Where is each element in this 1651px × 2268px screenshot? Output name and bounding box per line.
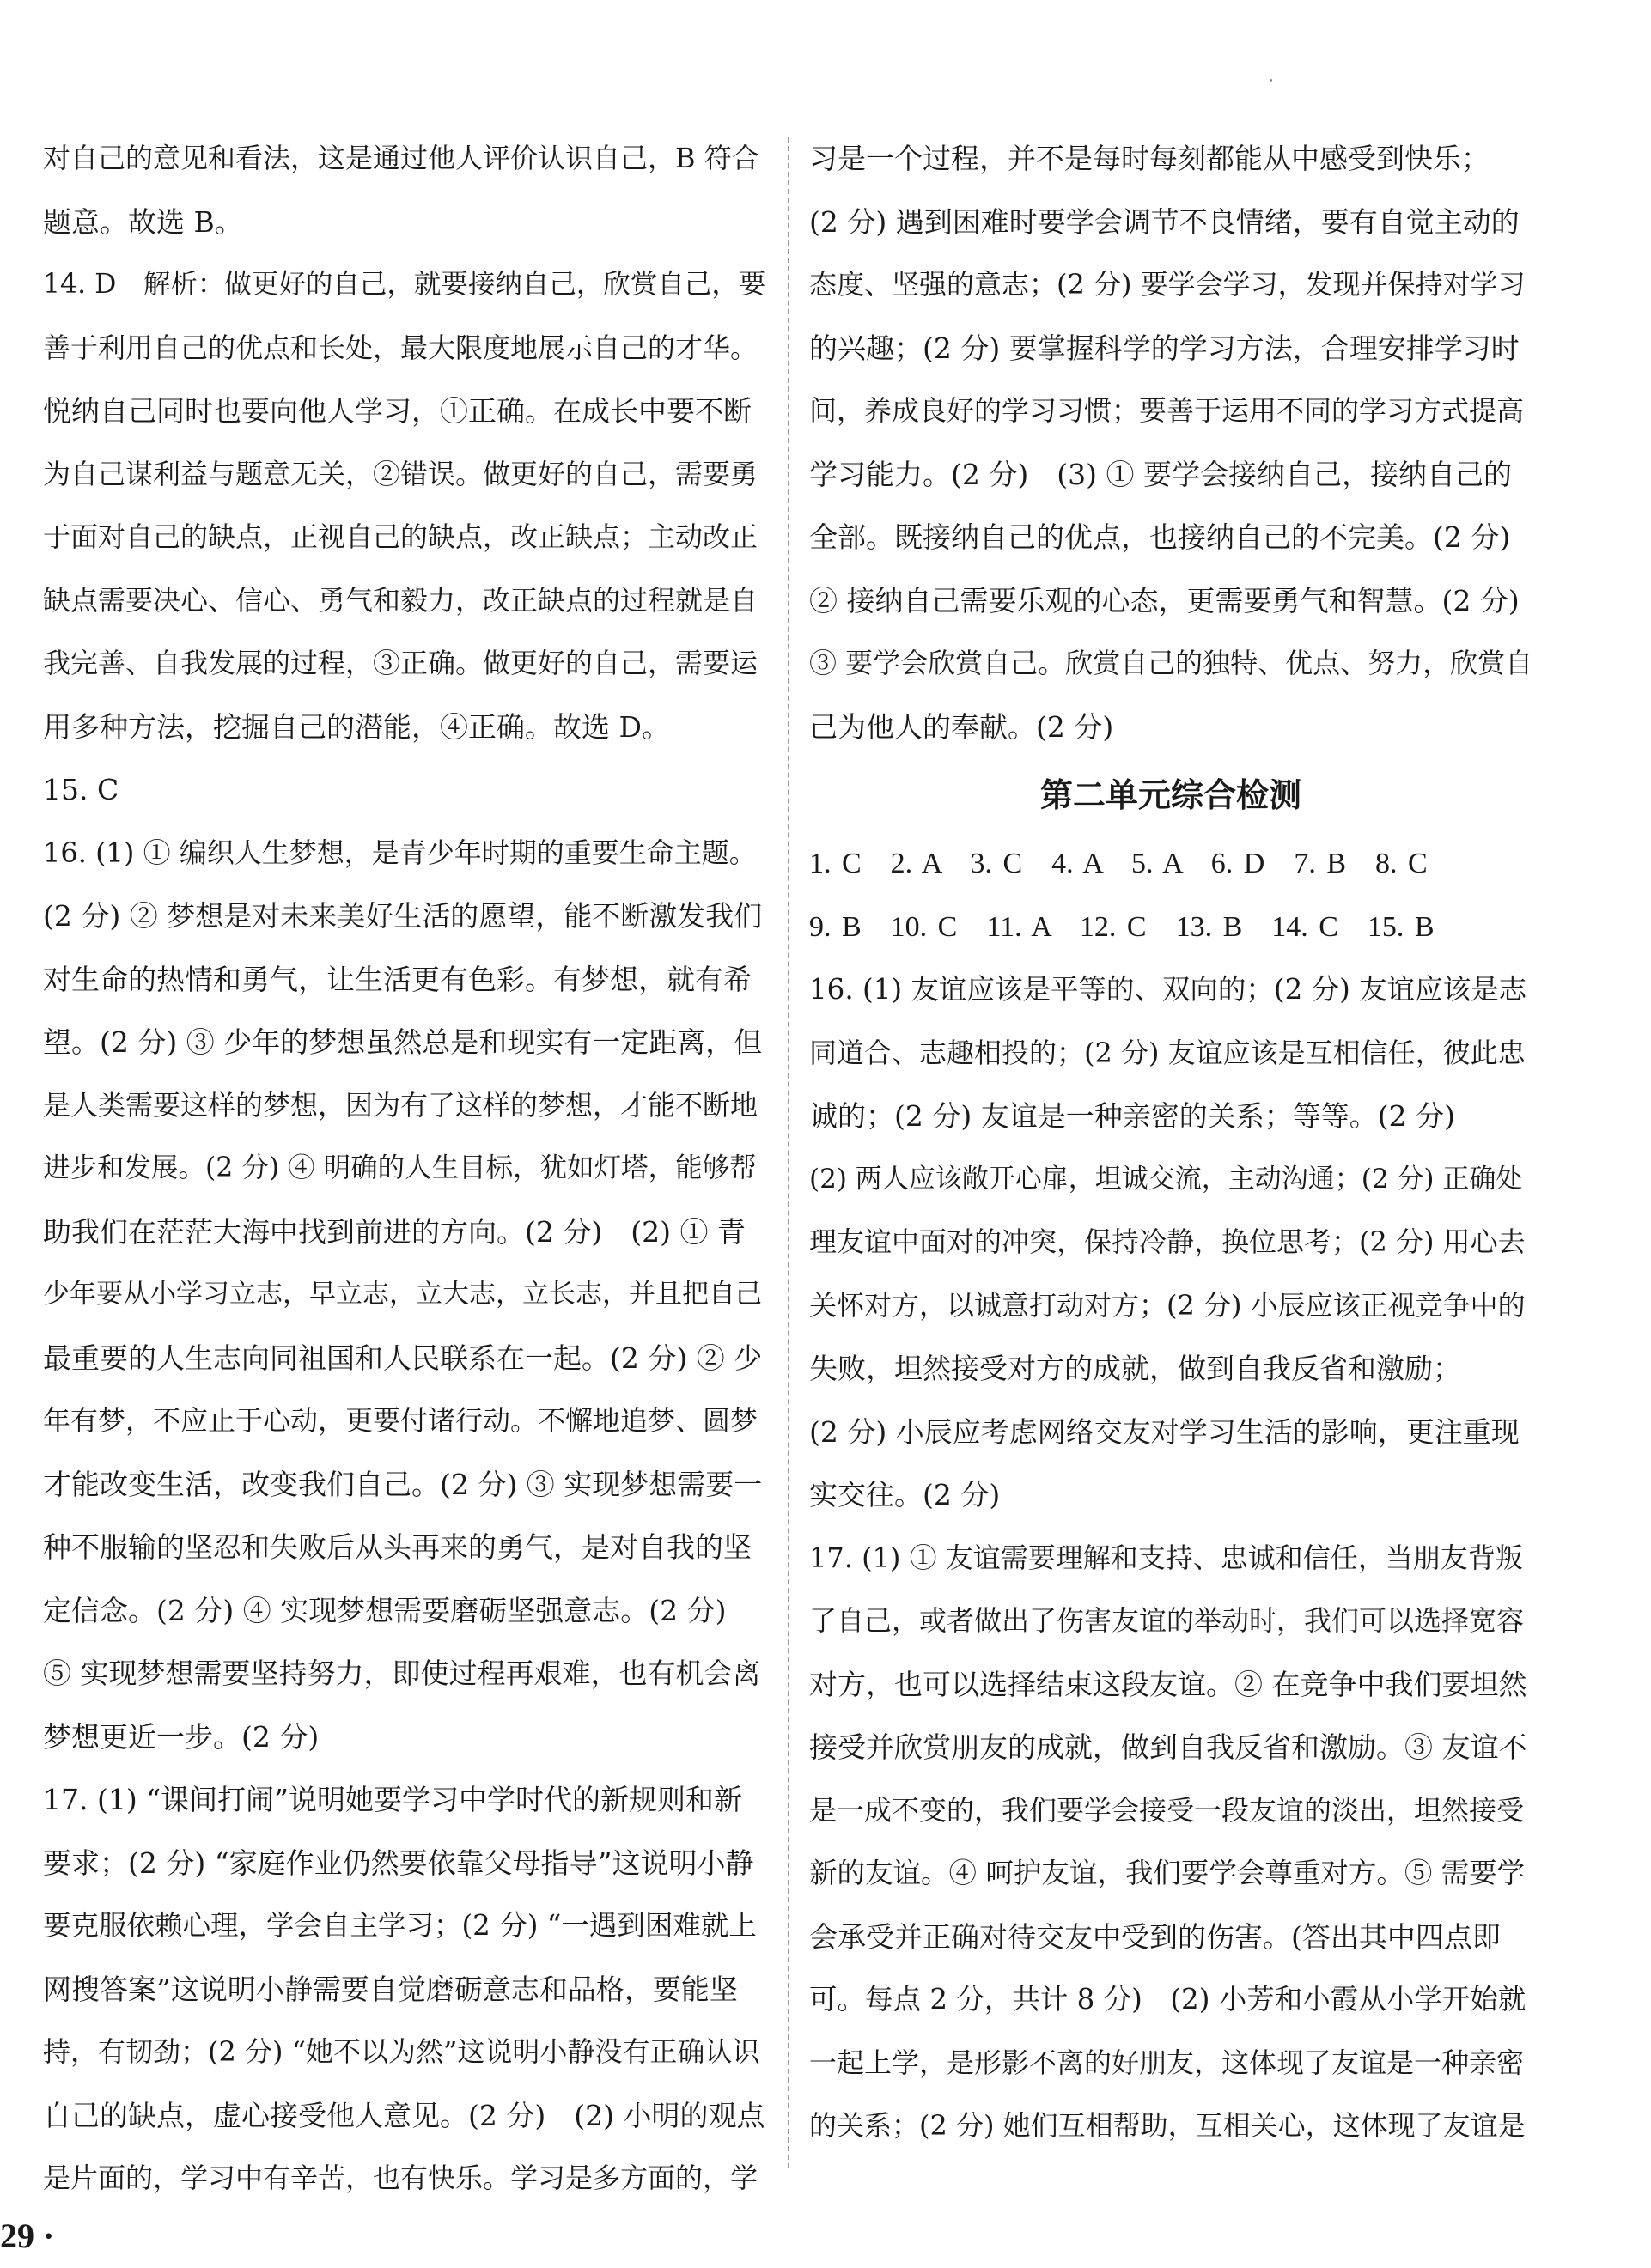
text-line: 是人类需要这样的梦想，因为有了这样的梦想，才能不断地 bbox=[43, 1088, 758, 1122]
text-line: (2) 两人应该敞开心扉，坦诚交流，主动沟通；(2 分) 正确处 bbox=[809, 1163, 1523, 1195]
text-line: 诚的；(2 分) 友谊是一种亲密的关系；等等。(2 分) bbox=[809, 1099, 1455, 1133]
left-column bbox=[43, 127, 766, 2210]
text-line: 进步和发展。(2 分) ④ 明确的人生目标，犹如灯塔，能够帮 bbox=[43, 1152, 757, 1183]
text-line: 为自己谋利益与题意无关，②错误。做更好的自己，需要勇 bbox=[43, 457, 758, 490]
text-line: 善于利用自己的优点和长处，最大限度地展示自己的才华。 bbox=[43, 331, 758, 364]
text-line: 年有梦，不应止于心动，更要付诸行动。不懈地追梦、圆梦 bbox=[43, 1404, 758, 1437]
answer-key bbox=[809, 832, 1532, 958]
text-line: 16. (1) 友谊应该是平等的、双向的；(2 分) 友谊应该是志 bbox=[809, 973, 1527, 1006]
text-line: 对自己的意见和看法，这是通过他人评价认识自己，B 符合 bbox=[43, 142, 759, 174]
text-line: 定信念。(2 分) ④ 实现梦想需要磨砺坚强意志。(2 分) bbox=[43, 1593, 727, 1627]
text-line: ⑤ 实现梦想需要坚持努力，即使过程再艰难，也有机会离 bbox=[43, 1657, 761, 1690]
text-line: 接受并欣赏朋友的成就，做到自我反省和激励。③ 友谊不 bbox=[809, 1730, 1527, 1764]
column-divider bbox=[788, 137, 790, 2168]
text-line: 实交往。(2 分) bbox=[809, 1478, 1001, 1511]
page-number: 29 · bbox=[0, 2216, 55, 2255]
text-line: 种不服输的坚忍和失败后从头再来的勇气，是对自我的坚 bbox=[43, 1530, 752, 1564]
text-line: 用多种方法，挖掘自己的潜能，④正确。故选 D。 bbox=[43, 709, 670, 744]
text-line: 会承受并正确对待交友中受到的伤害。(答出其中四点即 bbox=[809, 1919, 1501, 1954]
text-line: 了自己，或者做出了伤害友谊的举动时，我们可以选择宽容 bbox=[809, 1604, 1525, 1637]
text-line: (2 分) 遇到困难时要学会调节不良情绪，要有自觉主动的 bbox=[809, 204, 1520, 239]
right-column bbox=[809, 127, 1532, 2158]
text-line: 题意。故选 B。 bbox=[43, 204, 243, 239]
text-line: ② 接纳自己需要乐观的心态，更需要勇气和智慧。(2 分) bbox=[809, 583, 1520, 617]
text-line: 一起上学，是形影不离的好朋友，这体现了友谊是一种亲密 bbox=[809, 2046, 1525, 2079]
text-line: 失败，坦然接受对方的成就，做到自我反省和激励； bbox=[809, 1352, 1461, 1385]
text-line: 14. D 解析：做更好的自己，就要接纳自己，欣赏自己，要 bbox=[43, 269, 766, 300]
section-title: 第二单元综合检测 bbox=[1039, 776, 1301, 814]
right-column-top bbox=[809, 127, 1532, 758]
text-line: 才能改变生活，改变我们自己。(2 分) ③ 实现梦想需要一 bbox=[43, 1467, 763, 1501]
text-line: 要求；(2 分) “家庭作业仍然要依靠父母指导”这说明小静 bbox=[43, 1845, 754, 1880]
text-line: 的兴趣；(2 分) 要掌握科学的学习方法，合理安排学习时 bbox=[809, 331, 1520, 365]
text-line: 15. C bbox=[43, 773, 119, 806]
right-column-bottom bbox=[809, 958, 1532, 2158]
text-line: 望。(2 分) ③ 少年的梦想虽然总是和现实有一定距离，但 bbox=[43, 1025, 763, 1059]
scan-mark bbox=[1270, 79, 1272, 82]
text-line: ③ 要学会欣赏自己。欣赏自己的独特、优点、努力，欣赏自 bbox=[809, 647, 1533, 679]
text-line: 要克服依赖心理，学会自主学习；(2 分) “一遇到困难就上 bbox=[43, 1909, 757, 1942]
text-line: 可。每点 2 分，共计 8 分) (2) 小芳和小霞从小学开始就 bbox=[809, 1983, 1526, 2016]
text-line: 的关系；(2 分) 她们互相帮助，互相关心，这体现了友谊是 bbox=[809, 2109, 1526, 2142]
text-line: 新的友谊。④ 呵护友谊，我们要学会尊重对方。⑤ 需要学 bbox=[809, 1857, 1526, 1889]
text-line: 1. C 2. A 3. C 4. A 5. A 6. D 7. B 8. C bbox=[809, 848, 1428, 879]
text-line: 全部。既接纳自己的优点，也接纳自己的不完美。(2 分) bbox=[809, 520, 1511, 554]
text-line: 最重要的人生志向同祖国和人民联系在一起。(2 分) ② 少 bbox=[43, 1341, 763, 1375]
text-line: 助我们在茫茫大海中找到前进的方向。(2 分) (2) ① 青 bbox=[43, 1214, 746, 1249]
text-line: 间，养成良好的学习习惯；要善于运用不同的学习方式提高 bbox=[809, 394, 1525, 427]
text-line: 是一成不变的，我们要学会接受一段友谊的淡出，坦然接受 bbox=[809, 1793, 1525, 1827]
text-line: 学习能力。(2 分) (3) ① 要学会接纳自己，接纳自己的 bbox=[809, 457, 1512, 491]
text-line: 对生命的热情和勇气，让生活更有色彩。有梦想，就有希 bbox=[43, 962, 752, 996]
text-line: 梦想更近一步。(2 分) bbox=[43, 1719, 320, 1754]
text-line: 态度、坚强的意志；(2 分) 要学会学习，发现并保持对学习 bbox=[809, 268, 1526, 301]
text-line: 关怀对方，以诚意打动对方；(2 分) 小辰应该正视竞争中的 bbox=[809, 1288, 1526, 1322]
text-line: 对方，也可以选择结束这段友谊。② 在竞争中我们要坦然 bbox=[809, 1667, 1527, 1701]
text-line: 习是一个过程，并不是每时每刻都能从中感受到快乐； bbox=[809, 142, 1490, 175]
text-line: 少年要从小学习立志，早立志，立大志，立长志，并且把自己 bbox=[43, 1279, 762, 1310]
text-line: 9. B 10. C 11. A 12. C 13. B 14. C 15. B bbox=[809, 910, 1435, 943]
text-line: 己为他人的奉献。(2 分) bbox=[809, 709, 1114, 744]
text-line: 17. (1) ① 友谊需要理解和支持、忠诚和信任，当朋友背叛 bbox=[809, 1541, 1523, 1574]
text-line: 缺点需要决心、信心、勇气和毅力，改正缺点的过程就是自 bbox=[43, 583, 758, 617]
text-line: 同道合、志趣相投的；(2 分) 友谊应该是互相信任，彼此忠 bbox=[809, 1036, 1526, 1069]
text-line: 是片面的，学习中有辛苦，也有快乐。学习是多方面的，学 bbox=[43, 2162, 758, 2194]
text-line: 持，有韧劲；(2 分) “她不以为然”这说明小静没有正确认识 bbox=[43, 2035, 760, 2068]
text-line: 16. (1) ① 编织人生梦想，是青少年时期的重要生命主题。 bbox=[43, 836, 757, 869]
text-line: 理友谊中面对的冲突，保持冷静，换位思考；(2 分) 用心去 bbox=[809, 1225, 1526, 1258]
text-line: 我完善、自我发展的过程，③正确。做更好的自己，需要运 bbox=[43, 647, 758, 679]
text-line: 于面对自己的缺点，正视自己的缺点，改正缺点；主动改正 bbox=[43, 520, 758, 553]
text-line: 悦纳自己同时也要向他人学习，①正确。在成长中要不断 bbox=[43, 394, 752, 428]
text-line: 17. (1) “课间打闹”说明她要学习中学时代的新规则和新 bbox=[43, 1783, 742, 1816]
text-line: (2 分) ② 梦想是对未来美好生活的愿望，能不断激发我们 bbox=[43, 899, 763, 933]
text-line: 自己的缺点，虚心接受他人意见。(2 分) (2) 小明的观点 bbox=[43, 2098, 765, 2132]
text-line: 网搜答案”这说明小静需要自觉磨砺意志和品格，要能坚 bbox=[43, 1972, 738, 2006]
text-line: (2 分) 小辰应考虑网络交友对学习生活的影响，更注重现 bbox=[809, 1414, 1520, 1449]
